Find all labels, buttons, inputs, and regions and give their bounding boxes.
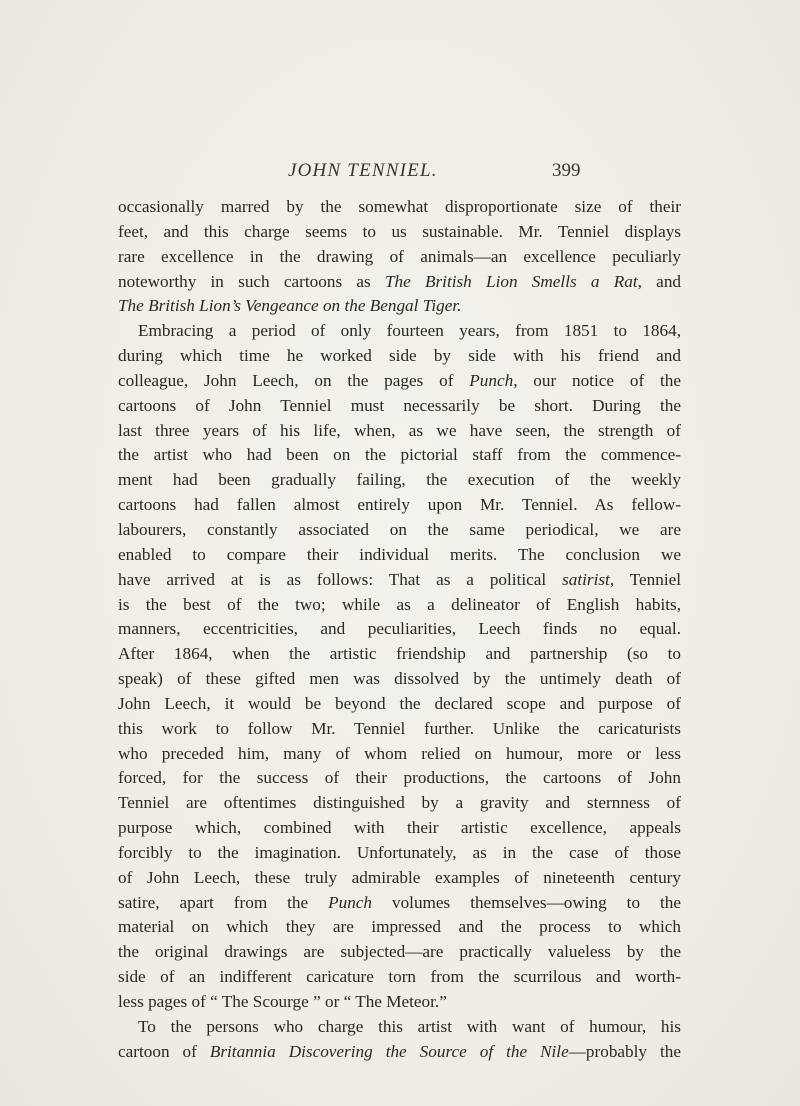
text-line bbox=[118, 915, 681, 940]
text-run: manners, eccentricities, and peculiarities, Leech finds no equal. bbox=[118, 619, 681, 639]
text-line bbox=[118, 642, 681, 667]
text-run: labourers, constantly associated on the same periodical, we are bbox=[118, 519, 681, 539]
text-line bbox=[118, 841, 681, 866]
italic-title: Britannia Discovering the Source of the Nile bbox=[209, 1041, 569, 1061]
text-line bbox=[118, 692, 681, 717]
text-line bbox=[118, 294, 681, 319]
text-run: less pages of “ The Scourge ” or “ The Meteor.” bbox=[118, 992, 447, 1011]
text-line bbox=[118, 617, 681, 642]
text-run: the artist who had been on the pictorial staff from the commence- bbox=[118, 445, 681, 465]
text-line bbox=[118, 394, 681, 419]
body-text bbox=[118, 195, 681, 1065]
text-line bbox=[118, 717, 681, 742]
text-line bbox=[118, 344, 681, 369]
text-run: , Tenniel bbox=[609, 569, 682, 589]
text-run: the original drawings are subjected—are practically valueless by the bbox=[118, 942, 681, 962]
text-line bbox=[118, 891, 681, 916]
text-run: purpose which, combined with their artistic excellence, appeals bbox=[118, 818, 681, 838]
text-run: Embracing a period of only fourteen years, from 1851 to 1864, bbox=[138, 321, 681, 341]
text-line bbox=[118, 195, 681, 220]
text-line bbox=[118, 940, 681, 965]
text-run: John Leech, it would be beyond the declared scope and purpose of bbox=[118, 693, 681, 713]
text-run: cartoons had fallen almost entirely upon Mr. Tenniel. As fellow- bbox=[118, 495, 681, 515]
text-run: forcibly to the imagination. Unfortunately, as in the case of those bbox=[118, 842, 681, 862]
text-run: cartoon of bbox=[118, 1041, 210, 1061]
text-run: speak) of these gifted men was dissolved by the untimely death of bbox=[118, 669, 681, 689]
text-line bbox=[118, 866, 681, 891]
text-run: forced, for the success of their productions, the cartoons of John bbox=[118, 768, 681, 788]
text-run: —probably the bbox=[568, 1041, 681, 1061]
text-run: , our notice of the bbox=[513, 370, 681, 390]
text-line bbox=[118, 493, 681, 518]
text-run: noteworthy in such cartoons as bbox=[118, 271, 385, 291]
text-run: ment had been gradually failing, the execution of the weekly bbox=[118, 470, 681, 490]
text-run: Tenniel are oftentimes distinguished by a gravity and sternness of bbox=[118, 793, 681, 813]
text-line bbox=[118, 518, 681, 543]
text-line bbox=[118, 369, 681, 394]
text-line bbox=[118, 1040, 681, 1065]
text-line bbox=[118, 593, 681, 618]
text-run: colleague, John Leech, on the pages of bbox=[118, 370, 470, 390]
italic-title: The British Lion Smells a Rat bbox=[384, 271, 638, 291]
text-line bbox=[118, 816, 681, 841]
italic-title: The British Lion’s Vengeance on the Bengal Tiger. bbox=[118, 296, 462, 316]
text-line bbox=[118, 419, 681, 444]
text-run: To the persons who charge this artist with want of humour, his bbox=[138, 1016, 681, 1036]
text-run: satire, apart from the bbox=[118, 892, 329, 912]
text-line bbox=[118, 791, 681, 816]
text-line bbox=[118, 543, 681, 568]
text-line bbox=[118, 245, 681, 270]
text-run: is the best of the two; while as a delineator of English habits, bbox=[118, 594, 681, 614]
italic-title: Punch bbox=[469, 370, 514, 390]
text-run: enabled to compare their individual merits. The conclusion we bbox=[118, 544, 681, 564]
running-head: JOHN TENNIEL. bbox=[288, 160, 438, 181]
text-line bbox=[118, 319, 681, 344]
text-run: during which time he worked side by side with his friend and bbox=[118, 346, 681, 366]
text-run: After 1864, when the artistic friendship and partnership (so to bbox=[118, 644, 681, 664]
text-run: who preceded him, many of whom relied on humour, more or less bbox=[118, 743, 681, 763]
text-line bbox=[118, 965, 681, 990]
text-line bbox=[118, 220, 681, 245]
text-run: side of an indifferent caricature torn from the scurrilous and worth- bbox=[118, 967, 681, 987]
text-line bbox=[118, 1015, 681, 1040]
text-line bbox=[118, 270, 681, 295]
text-run: have arrived at is as follows: That as a political bbox=[118, 569, 563, 589]
text-run: occasionally marred by the somewhat disproportionate size of their bbox=[118, 197, 681, 216]
text-line bbox=[118, 742, 681, 767]
text-run: cartoons of John Tenniel must necessarily be short. During the bbox=[118, 395, 681, 415]
text-line bbox=[118, 468, 681, 493]
text-run: volumes themselves—owing to the bbox=[372, 892, 681, 912]
text-run: feet, and this charge seems to us sustainable. Mr. Tenniel displays bbox=[118, 221, 681, 241]
text-run: last three years of his life, when, as we have seen, the strength of bbox=[118, 420, 681, 440]
text-line bbox=[118, 443, 681, 468]
text-run: , and bbox=[637, 271, 682, 291]
text-run: material on which they are impressed and the process to which bbox=[118, 917, 681, 937]
text-run: rare excellence in the drawing of animals—an excellence peculiarly bbox=[118, 246, 681, 266]
italic-title: satirist bbox=[562, 569, 610, 589]
italic-title: Punch bbox=[328, 892, 373, 912]
text-line bbox=[118, 568, 681, 593]
text-line bbox=[118, 667, 681, 692]
text-line bbox=[118, 766, 681, 791]
text-run: this work to follow Mr. Tenniel further. Unlike the caricaturists bbox=[118, 718, 681, 738]
text-line bbox=[118, 990, 681, 1015]
page-number: 399 bbox=[552, 160, 581, 181]
text-run: of John Leech, these truly admirable examples of nineteenth century bbox=[118, 867, 681, 887]
